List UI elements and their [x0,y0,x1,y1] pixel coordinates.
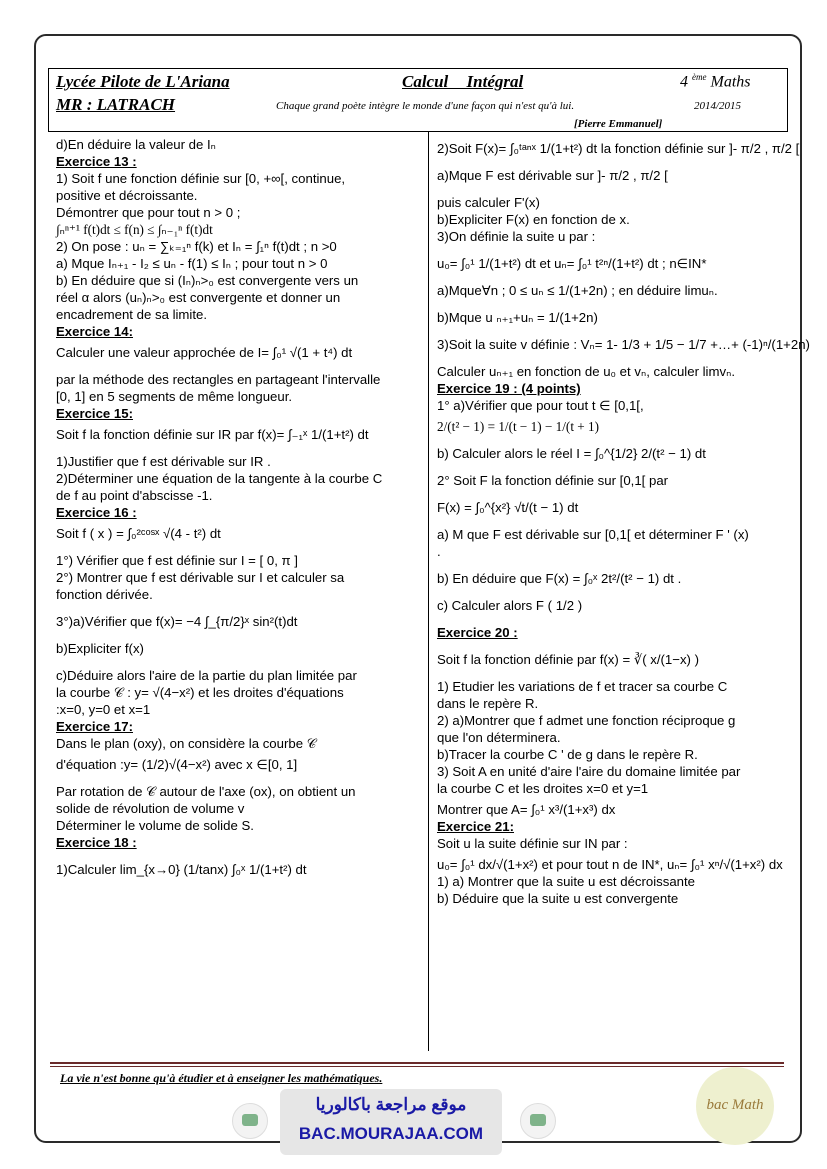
text-line: u₀= ∫₀¹ 1/(1+t²) dt et uₙ= ∫₀¹ t²ⁿ/(1+t²) dt ; n∈IN* [437,256,707,271]
text-line: 3°)a)Vérifier que f(x)= −4 ∫_{π/2}ˣ sin²(t)dt [56,614,298,629]
text-line: Soit f ( x ) = ∫₀²ᶜᵒˢˣ √(4 - t²) dt [56,526,221,541]
text-line: puis calculer F'(x) [437,195,540,210]
exercise-heading: Exercice 14: [56,324,133,339]
exercise-heading: Exercice 20 : [437,625,518,640]
text-line: Démontrer que pour tout n > 0 ; [56,205,241,220]
footer-quote: La vie n'est bonne qu'à étudier et à enseigner les mathématiques. [60,1071,383,1085]
text-line: dans le repère R. [437,696,539,711]
teacher-name: MR : LATRACH [56,95,176,114]
text-line: 1° a)Vérifier que pour tout t ∈ [0,1[, [437,398,644,413]
school-year: 2014/2015 [694,100,742,112]
text-line: 1)Justifier que f est dérivable sur IR . [56,454,271,469]
text-line: F(x) = ∫₀^{x²} √t/(t − 1) dt [437,500,579,515]
exercise-heading: Exercice 19 : (4 points) [437,381,581,396]
exercise-heading: Exercice 16 : [56,505,137,520]
text-line: Soit u la suite définie sur IN par : [437,836,628,851]
level-text: Maths [710,73,751,91]
text-line: b)Tracer la courbe C ' de g dans le repère R. [437,747,698,762]
text-line: . [437,544,441,559]
text-line: fonction dérivée. [56,587,153,602]
exercise-heading: Exercice 15: [56,406,133,421]
document-title: Calcul Intégral [402,72,524,91]
text-line: 2)Soit F(x)= ∫₀ᵗᵃⁿˣ 1/(1+t²) dt la fonction définie sur ]- π/2 , π/2 [ [437,141,800,156]
book-logo-icon [520,1103,556,1139]
bac-math-label: bac Math [706,1097,764,1113]
text-line: :x=0, y=0 et x=1 [56,702,151,717]
text-line: la courbe 𝒞 : y= √(4−x²) et les droites d'équations [56,685,344,700]
text-line: Par rotation de 𝒞 autour de l'axe (ox), on obtient un [56,784,356,799]
text-line: d)En déduire la valeur de Iₙ [56,137,216,152]
text-line: 3) Soit A en unité d'aire l'aire du domaine limitée par [437,764,741,779]
text-line: b)Mque u ₙ₊₁+uₙ = 1/(1+2n) [437,310,598,325]
bac-math-logo [696,1067,774,1145]
text-line: 2) On pose : uₙ = ∑ₖ₌₁ⁿ f(k) et Iₙ = ∫₁ⁿ f(t)dt ; n >0 [56,239,337,254]
book-logo-icon [232,1103,268,1139]
text-line: a)Mque F est dérivable sur ]- π/2 , π/2 [ [437,168,668,183]
exercise-heading: Exercice 18 : [56,835,137,850]
text-line: positive et décroissante. [56,188,198,203]
text-line: 3)On définie la suite u par : [437,229,596,244]
text-line: Calculer une valeur approchée de I= ∫₀¹ √(1 + t⁴) dt [56,345,353,360]
text-line: 1) a) Montrer que la suite u est décroissante [437,874,696,889]
text-line: b) En déduire que F(x) = ∫₀ˣ 2t²/(t² − 1) dt . [437,571,682,586]
text-line: Déterminer le volume de solide S. [56,818,254,833]
text-line: 2° Soit F la fonction définie sur [0,1[ par [437,473,669,488]
text-line: a) Mque Iₙ₊₁ - I₂ ≤ uₙ - f(1) ≤ Iₙ ; pour tout n > 0 [56,256,328,271]
text-line: la courbe C et les droites x=0 et y=1 [437,781,649,796]
text-line: solide de révolution de volume v [56,801,245,816]
exercise-heading: Exercice 13 : [56,154,137,169]
text-line: que l'on déterminera. [437,730,561,745]
class-level [680,72,751,91]
left-column [56,136,422,878]
level-superscript: ème [692,72,707,82]
column-divider [428,131,429,1051]
text-line: 1°) Vérifier que f est définie sur I = [ 0, π ] [56,553,298,568]
document-header [48,68,786,134]
text-line: b) En déduire que si (Iₙ)ₙ>₀ est convergente vers un [56,273,359,288]
text-line: c)Déduire alors l'aire de la partie du plan limitée par [56,668,357,683]
text-line: Montrer que A= ∫₀¹ x³/(1+x³) dx [437,802,616,817]
header-rule [48,131,786,132]
text-line: [0, 1] en 5 segments de même longueur. [56,389,293,404]
text-line: 2) a)Montrer que f admet une fonction réciproque g [437,713,736,728]
text-line: 2/(t² − 1) = 1/(t − 1) − 1/(t + 1) [437,419,600,434]
text-line: u₀= ∫₀¹ dx/√(1+x²) et pour tout n de IN*, uₙ= ∫₀¹ xⁿ/√(1+x²) dx [437,857,783,872]
text-line: b) Calculer alors le réel I = ∫₀^{1/2} 2/(t² − 1) dt [437,446,706,461]
text-line: d'équation :y= (1/2)√(4−x²) avec x ∈[0, 1] [56,757,298,772]
text-line: encadrement de sa limite. [56,307,207,322]
text-line: Soit f la fonction définie sur IR par f(x)= ∫₋₁ˣ 1/(1+t²) dt [56,427,369,442]
exercise-heading: Exercice 21: [437,819,514,834]
exercise-heading: Exercice 17: [56,719,133,734]
text-line: b) Déduire que la suite u est convergente [437,891,679,906]
text-line: Soit f la fonction définie par f(x) = ∛( x/(1−x) ) [437,652,699,667]
text-line: par la méthode des rectangles en partageant l'intervalle [56,372,381,387]
text-line: b)Expliciter F(x) en fonction de x. [437,212,630,227]
text-line: c) Calculer alors F ( 1/2 ) [437,598,583,613]
text-line: de f au point d'abscisse -1. [56,488,213,503]
right-column [437,136,810,907]
text-line: Calculer uₙ₊₁ en fonction de u₀ et vₙ, calculer limvₙ. [437,364,735,379]
quote-author: [Pierre Emmanuel] [574,118,663,130]
level-number: 4 [680,73,688,91]
text-line: Dans le plan (oxy), on considère la courbe 𝒞 [56,736,317,751]
text-line: ∫ₙⁿ⁺¹ f(t)dt ≤ f(n) ≤ ∫ₙ₋₁ⁿ f(t)dt [56,222,213,237]
school-name: Lycée Pilote de L'Ariana [56,72,230,91]
site-banner[interactable] [280,1089,502,1155]
text-line: 1)Calculer lim_{x→0} (1/tanx) ∫₀ˣ 1/(1+t²) dt [56,862,307,877]
footer-rule-thin [50,1066,784,1067]
text-line: 1) Soit f une fonction définie sur [0, +∞[, continue, [56,171,346,186]
text-line: 1) Etudier les variations de f et tracer sa courbe C [437,679,728,694]
text-line: 2)Déterminer une équation de la tangente à la courbe C [56,471,383,486]
header-quote: Chaque grand poète intègre le monde d'une façon qui n'est qu'à lui. [276,100,575,112]
text-line: a)Mque∀n ; 0 ≤ uₙ ≤ 1/(1+2n) ; en déduire limuₙ. [437,283,718,298]
site-url[interactable]: BAC.MOURAJAA.COM [298,1124,484,1143]
text-line: 2°) Montrer que f est dérivable sur I et calculer sa [56,570,345,585]
text-line: b)Expliciter f(x) [56,641,144,656]
text-line: réel α alors (uₙ)ₙ>₀ est convergente et donner un [56,290,341,305]
footer-rule [50,1062,784,1064]
text-line: a) M que F est dérivable sur [0,1[ et déterminer F ' (x) [437,527,749,542]
text-line: 3)Soit la suite v définie : Vₙ= 1- 1/3 + 1/5 − 1/7 +…+ (-1)ⁿ/(1+2n) [437,337,810,352]
site-name-arabic: موقع مراجعة باكالوريا [315,1095,467,1114]
